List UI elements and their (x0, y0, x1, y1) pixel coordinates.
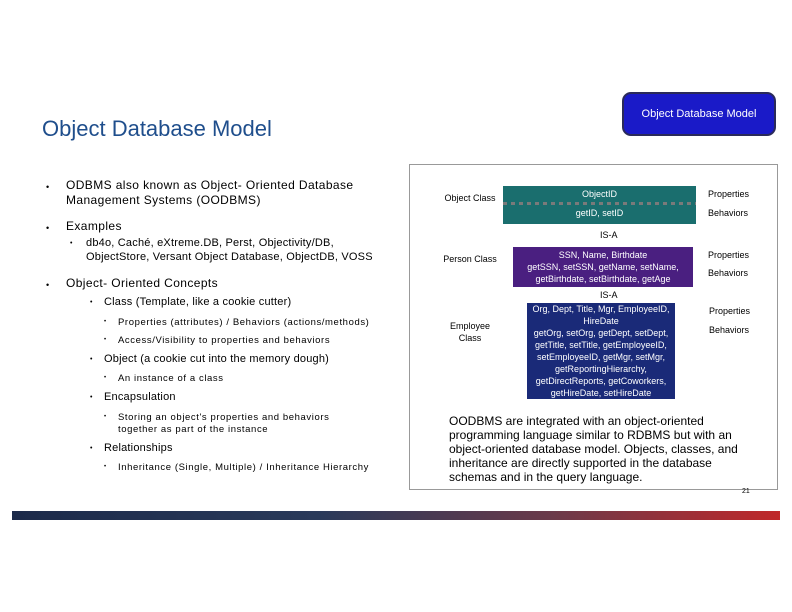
object-class-label: Object Class (444, 193, 496, 203)
bullet-odbms: ODBMS also known as Object- Oriented Database Management Systems (OODBMS) (66, 178, 354, 207)
bullet-properties: Properties (attributes) / Behaviors (actions/methods) (118, 317, 370, 328)
section-tab (622, 92, 776, 136)
object-class-props: ObjectID (581, 189, 617, 199)
bullet-object: Object (a cookie cut into the memory dough) (104, 353, 330, 365)
object-class-box (503, 186, 696, 224)
page-number: 21 (742, 488, 750, 495)
bullet-dot-icon: • (46, 223, 50, 233)
bullet-dot-icon: • (104, 319, 107, 325)
bullet-dot-icon: • (46, 182, 50, 192)
side-properties-1: Properties (708, 189, 750, 199)
person-class-label: Person Class (443, 254, 497, 264)
bullet-oo-concepts: Object- Oriented Concepts (66, 276, 219, 290)
side-properties-3: Properties (709, 306, 751, 316)
object-class-behaviors: getID, setID (575, 208, 624, 218)
bullet-examples: Examples (66, 219, 122, 233)
person-class-props: SSN, Name, Birthdate (558, 250, 648, 260)
side-behaviors-3: Behaviors (709, 325, 750, 335)
person-class-behaviors: getSSN, setSSN, getName, setName, getBirthdate, setBirthdate, getAge (527, 262, 679, 284)
bullet-relationships: Relationships (104, 442, 173, 454)
bullet-access: Access/Visibility to properties and behaviors (118, 335, 331, 346)
page-title: Object Database Model (42, 116, 272, 141)
bullet-encapsulation: Encapsulation (104, 391, 176, 403)
bullet-instance: An instance of a class (118, 373, 224, 384)
bullet-dot-icon: • (46, 280, 50, 290)
bullet-dot-icon: • (90, 445, 93, 452)
bullet-dot-icon: • (90, 356, 93, 363)
bullet-class: Class (Template, like a cookie cutter) (104, 296, 292, 308)
side-behaviors-2: Behaviors (708, 268, 749, 278)
bullet-dot-icon: • (104, 464, 107, 470)
isa-label-2: IS-A (600, 290, 618, 300)
employee-class-box (527, 303, 675, 399)
bullet-dot-icon: • (90, 394, 93, 401)
bullet-dot-icon: • (104, 414, 107, 420)
employee-class-behaviors: getOrg, setOrg, getDept, setDept, getTitle, setTitle, getEmployeeID, setEmployeeID, getMgr, setMgr, getReportingHierarchy, getDirectReports, getCoworkers, getHireDate, setHireDate (533, 328, 669, 398)
side-behaviors-1: Behaviors (708, 208, 749, 218)
diagram-description: OODBMS are integrated with an object-oriented programming language similar to RDBMS but with an object-oriented database model. Objects, classes, and inheritance are directly supported in the database schemas and in the query language. (449, 414, 738, 484)
side-properties-2: Properties (708, 250, 750, 260)
bullet-dot-icon: • (90, 299, 93, 306)
person-class-box (513, 247, 693, 287)
bullet-dot-icon: • (104, 337, 107, 343)
bullet-dot-icon: • (70, 240, 73, 247)
employee-class-label: Employee Class (449, 321, 491, 343)
footer-bar (12, 511, 780, 520)
object-class-divider (503, 202, 696, 205)
bullet-examples-list: db4o, Caché, eXtreme.DB, Perst, Objectivity/DB, ObjectStore, Versant Object Database, ObjectDB, VOSS (86, 237, 373, 263)
bullet-storing: Storing an object's properties and behaviors together as part of the instance (118, 412, 330, 435)
employee-class-props: Org, Dept, Title, Mgr, EmployeeID, HireDate (532, 304, 670, 326)
isa-label-1: IS-A (600, 230, 618, 240)
section-tab-label: Object Database Model (641, 108, 757, 120)
bullet-inheritance: Inheritance (Single, Multiple) / Inheritance Hierarchy (118, 462, 370, 473)
bullet-dot-icon: • (104, 375, 107, 381)
